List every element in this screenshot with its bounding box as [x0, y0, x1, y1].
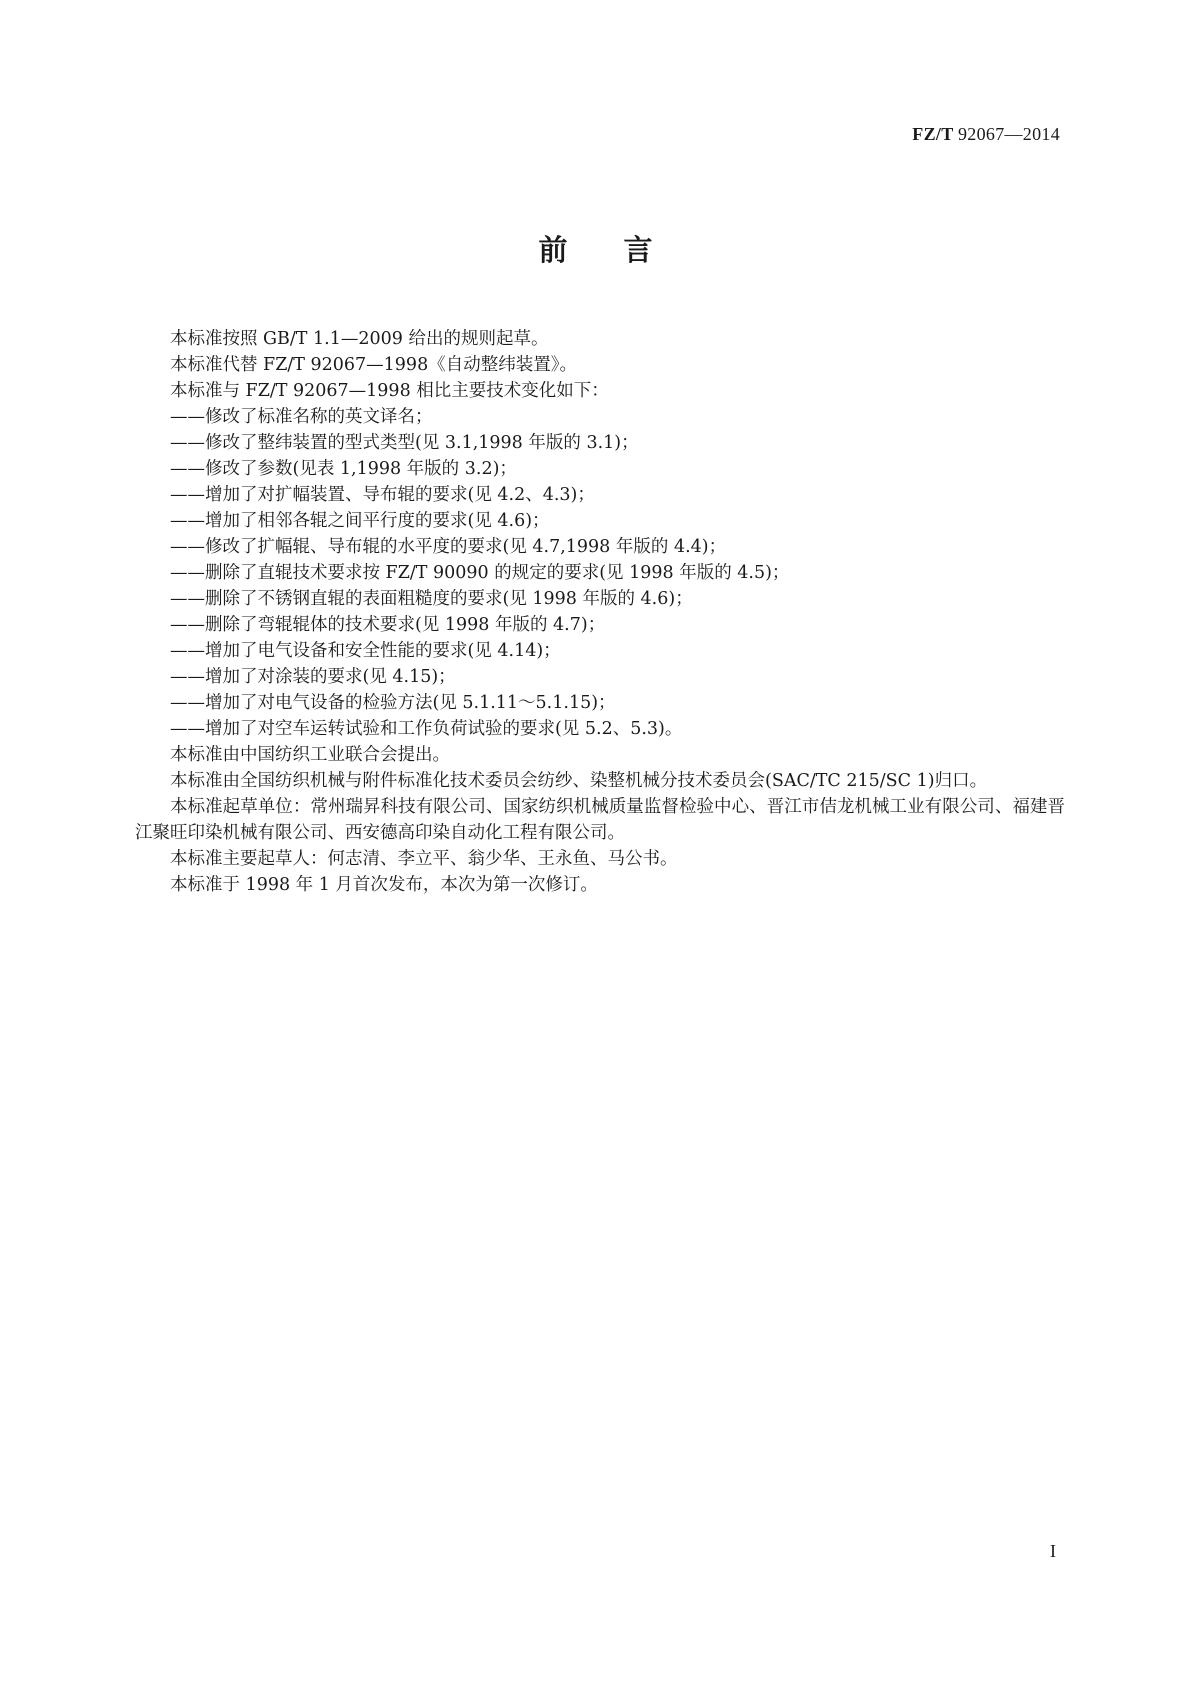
- change-item: ——修改了整纬装置的型式类型(见 3.1,1998 年版的 3.1)；: [170, 433, 639, 453]
- change-item: ——增加了对扩幅装置、导布辊的要求(见 4.2、4.3)；: [170, 485, 595, 505]
- page-number: I: [1050, 1541, 1056, 1561]
- paragraph-drafters: 本标准主要起草人：何志清、李立平、翁少华、王永鱼、马公书。: [170, 849, 678, 869]
- paragraph-centralized-by: 本标准由全国纺织机械与附件标准化技术委员会纺纱、染整机械分技术委员会(SAC/TC 215/SC 1)归口。: [170, 771, 988, 791]
- change-item: ——修改了参数(见表 1,1998 年版的 3.2)；: [170, 459, 517, 479]
- change-item: ——修改了标准名称的英文译名；: [170, 407, 433, 427]
- paragraph-release-history: 本标准于 1998 年 1 月首次发布，本次为第一次修订。: [170, 875, 598, 895]
- paragraph-proposer: 本标准由中国纺织工业联合会提出。: [170, 745, 450, 765]
- change-item: ——增加了对空车运转试验和工作负荷试验的要求(见 5.2、5.3)。: [170, 719, 683, 739]
- change-item: ——删除了直辊技术要求按 FZ/T 90090 的规定的要求(见 1998 年版的 4.5)；: [170, 563, 790, 583]
- foreword-body: [135, 326, 1065, 898]
- standard-code: [912, 124, 1060, 145]
- change-item: ——修改了扩幅辊、导布辊的水平度的要求(见 4.7,1998 年版的 4.4)；: [170, 537, 727, 557]
- paragraph-replaces: 本标准代替 FZ/T 92067—1998《自动整纬装置》。: [170, 355, 577, 375]
- page-title: 前言: [538, 233, 709, 267]
- paragraph-drafting-rules: 本标准按照 GB/T 1.1—2009 给出的规则起草。: [170, 329, 549, 349]
- standard-code-prefix: FZ/T: [912, 124, 954, 144]
- change-item: ——删除了弯辊辊体的技术要求(见 1998 年版的 4.7)；: [170, 615, 606, 635]
- standard-code-number: 92067—2014: [958, 124, 1060, 144]
- change-item: ——增加了电气设备和安全性能的要求(见 4.14)；: [170, 641, 561, 661]
- change-item: ——删除了不锈钢直辊的表面粗糙度的要求(见 1998 年版的 4.6)；: [170, 589, 693, 609]
- change-item: ——增加了相邻各辊之间平行度的要求(见 4.6)；: [170, 511, 550, 531]
- paragraph-changes-intro: 本标准与 FZ/T 92067—1998 相比主要技术变化如下：: [170, 381, 609, 401]
- paragraph-drafting-units: 本标准起草单位：常州瑞昇科技有限公司、国家纺织机械质量监督检验中心、晋江市佶龙机械工业有限公司、福建晋江聚旺印染机械有限公司、西安德高印染自动化工程有限公司。: [135, 797, 1065, 843]
- change-item: ——增加了对电气设备的检验方法(见 5.1.11～5.1.15)；: [170, 693, 616, 713]
- change-item: ——增加了对涂装的要求(见 4.15)；: [170, 667, 456, 687]
